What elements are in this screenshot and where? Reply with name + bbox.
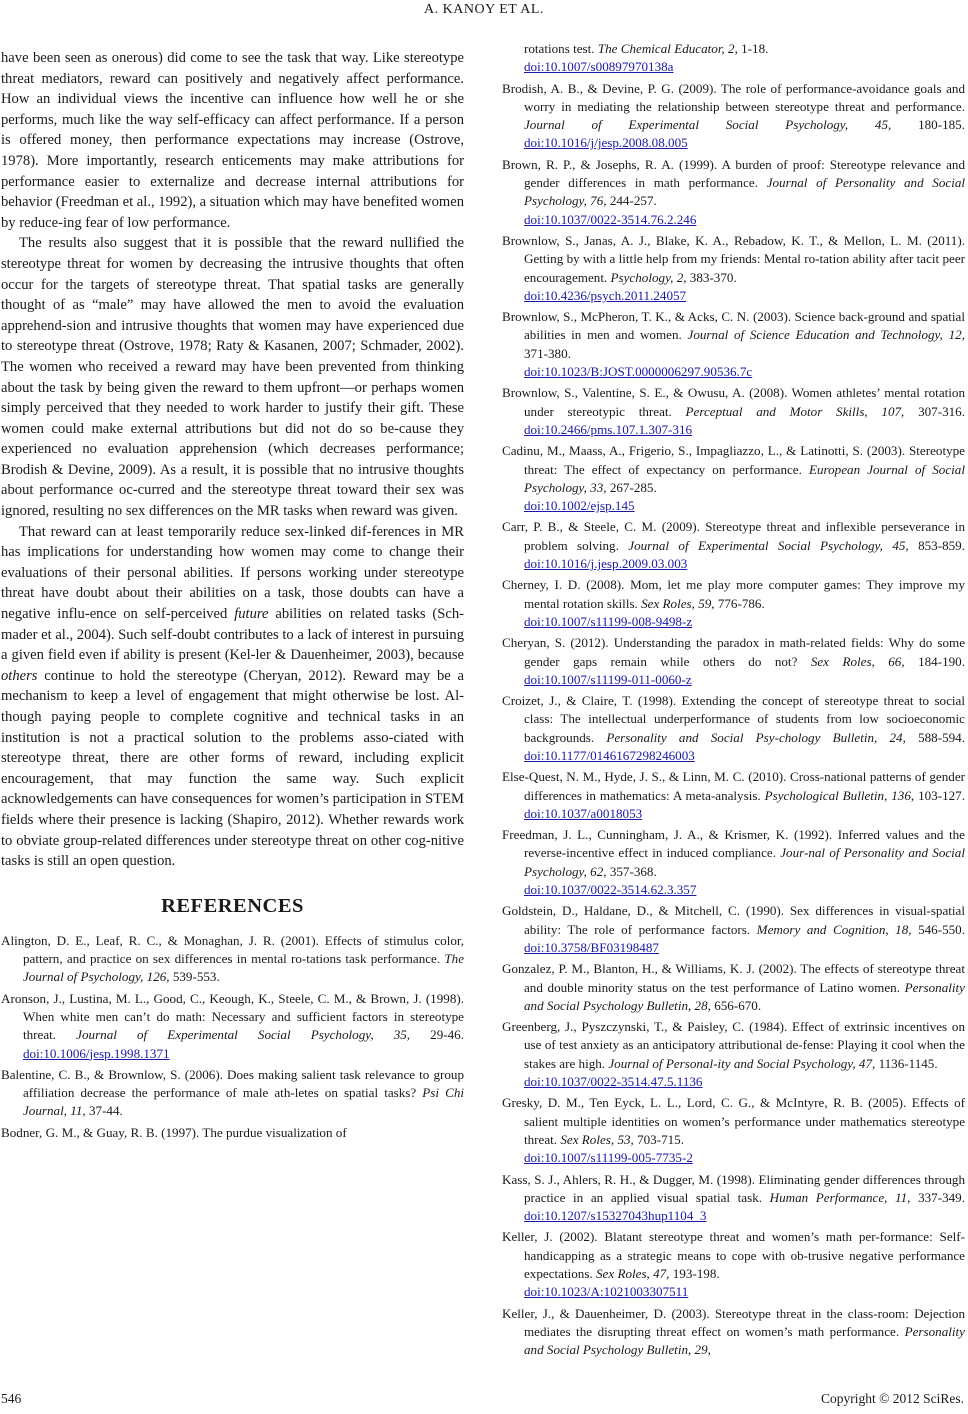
- reference-journal: Personality and Social Psy-chology Bulletin, 24,: [606, 729, 906, 745]
- reference-entry: [502, 384, 965, 439]
- reference-journal: Psychology, 2,: [610, 269, 687, 285]
- reference-text: Brownlow, S., Janas, A. J., Blake, K. A., Rebadow, K. T., & Mellon, L. M. (2011). Getting by with a little help from my friends: Mental ro-tation ability after tacit peer encouragement.: [502, 232, 965, 285]
- reference-pages: 656-670.: [710, 997, 762, 1013]
- doi-wrapper: [524, 806, 642, 821]
- reference-journal: Journal of Science Education and Technology, 12,: [687, 327, 965, 343]
- doi-link[interactable]: doi:10.1037/a0018053: [524, 805, 643, 821]
- reference-text: Brown, R. P., & Josephs, R. A. (1999). A burden of proof: Stereotype relevance and gender differences in math performance.: [502, 156, 965, 191]
- reference-text: Cadinu, M., Maass, A., Frigerio, S., Impagliazzo, L., & Latinotti, S. (2003). Stereotype threat: The effect of expectancy on performance.: [502, 443, 965, 477]
- reference-pages: 383-370.: [686, 269, 737, 285]
- doi-wrapper: [524, 422, 692, 437]
- reference-text: Gresky, D. M., Ten Eyck, L. L., Lord, C. G., & McIntyre, R. B. (2005). Effects of salient multiple identities on women’s performance under mathematics stereotype threat.: [502, 1095, 965, 1147]
- references-list-left: [1, 932, 464, 1142]
- reference-journal: The Chemical Educator, 2,: [597, 41, 738, 56]
- body-paragraph: The results also suggest that it is possible that the reward nullified the stereotype threat for women by decreasing the intrusive thoughts that often occur for the targets of stereotype threat. That spatial tasks are generally thought of as “male” may have allowed the men to avoid the evaluation apprehend-sion and intrusive thoughts that women may have experienced due to stereotype threat (Ostrove, 1978; Raty & Kasanen, 2007; Schmader, 2002). The women who received a reward may have been prevented from thinking about the task by being given the reward to them upfront—or perhaps women simply perceived that they needed to work harder to justify their gift. These women could make external attributions but did not do so be-cause they experienced no evaluation apprehension (which decreases performance; Brodish & Devine, 2009). As a result, it is possible that no intrusive thoughts about performance oc-curred and the stereotype threat toward their sex was ignored, resulting no sex differences on the MR tasks when reward was given.: [1, 235, 464, 520]
- body-paragraph: [1, 522, 464, 872]
- reference-pages: 267-285.: [606, 479, 657, 495]
- reference-text: Kass, S. J., Ahlers, R. H., & Dugger, M. (1998). Eliminating gender differences through practice in an applied visual spatial task.: [502, 1171, 965, 1205]
- reference-entry: [502, 1171, 965, 1226]
- doi-wrapper: [524, 1208, 706, 1223]
- reference-pages: 588-594.: [905, 729, 965, 745]
- reference-entry: [502, 1018, 965, 1091]
- reference-text: Freedman, J. L., Cunningham, J. A., & Krismer, K. (1992). Inferred values and the reverse-incentive effect in induced compliance.: [502, 827, 965, 861]
- paragraph-text: abilities on related tasks (Sch-mader et al., 2004). Such self-doubt contributes to a lack of interest in pursuing a given field even if ability is present (Kel-ler & Dauenheimer, 2003), because: [1, 606, 464, 664]
- reference-pages: 1136-1145.: [875, 1055, 938, 1071]
- reference-text: Keller, J., & Dauenheimer, D. (2003). Stereotype threat in the class-room: Dejection mediates the disrupting threat effect on women’s math performance.: [502, 1305, 965, 1339]
- reference-pages: 337-349.: [910, 1189, 965, 1205]
- doi-wrapper: [524, 58, 965, 76]
- reference-text: Goldstein, D., Haldane, D., & Mitchell, C. (1990). Sex differences in visual-spatial ability: The role of performance factors.: [502, 903, 965, 937]
- doi-link[interactable]: doi:10.1007/s00897970138a: [524, 59, 674, 75]
- reference-entry: [502, 442, 965, 515]
- reference-entry: [502, 960, 965, 1015]
- reference-entry: [502, 692, 965, 765]
- reference-journal: Journal of Experimental Social Psychology, 45,: [524, 117, 892, 133]
- reference-journal: Jour-nal of Personality and Social Psychology, 62,: [524, 845, 965, 879]
- reference-pages: 371-380.: [524, 345, 571, 361]
- reference-pages: 103-127.: [914, 787, 965, 803]
- reference-text: rotations test.: [524, 41, 598, 56]
- reference-journal: European Journal of Social Psychology, 33,: [524, 461, 965, 495]
- reference-entry: [1, 932, 464, 987]
- doi-wrapper: [524, 497, 965, 515]
- left-column: [1, 48, 464, 1145]
- reference-entry: [502, 576, 965, 631]
- reference-entry: [1, 990, 464, 1063]
- reference-journal: Perceptual and Motor Skills, 107,: [685, 403, 905, 419]
- doi-link[interactable]: doi:10.4236/psych.2011.24057: [524, 287, 687, 303]
- doi-link[interactable]: doi:10.3758/BF03198487: [524, 939, 659, 955]
- reference-journal: Journal of Personality and Social Psychology, 76,: [524, 175, 966, 209]
- doi-wrapper: [524, 135, 688, 150]
- reference-text: Bodner, G. M., & Guay, R. B. (1997). The purdue visualization of: [1, 1124, 347, 1140]
- reference-journal: Sex Roles, 66,: [810, 653, 905, 669]
- reference-pages: 776-786.: [714, 595, 765, 611]
- doi-link[interactable]: doi:10.1037/0022-3514.47.5.1136: [524, 1074, 703, 1090]
- reference-pages: 853-859.: [908, 537, 965, 553]
- reference-text: Cherney, I. D. (2008). Mom, let me play more computer games: They improve my mental rotation skills.: [502, 577, 965, 611]
- reference-pages: 1-18.: [737, 41, 769, 56]
- reference-entry: [502, 40, 965, 77]
- reference-text: Brodish, A. B., & Devine, P. G. (2009). The role of performance-avoidance goals and worry in mediating the relationship between stereotype threat and performance.: [502, 80, 965, 114]
- reference-journal: Sex Roles, 53,: [560, 1131, 634, 1147]
- doi-wrapper: [524, 613, 965, 631]
- paragraph-text: That reward can at least temporarily reduce sex-linked dif-ferences in MR has implications for understanding how women may come to change their evaluations of their personal abilities. If persons working under stereotype threat have doubt about their abilities on a task, those doubts can have a negative influ-ence on self-perceived: [1, 523, 464, 623]
- doi-wrapper: [524, 1149, 965, 1167]
- reference-entry: [1, 1124, 464, 1142]
- reference-pages: 29-46.: [410, 1027, 464, 1043]
- doi-wrapper: [524, 556, 687, 571]
- reference-text: Brownlow, S., Valentine, S. E., & Owusu, A. (2008). Women athletes’ mental rotation under stereotypic threat.: [502, 385, 965, 419]
- reference-pages: 180-185.: [891, 117, 965, 133]
- reference-pages: 244-257.: [606, 193, 657, 209]
- doi-wrapper: [524, 881, 965, 899]
- reference-entry: [502, 768, 965, 823]
- reference-journal: The Journal of Psychology, 126,: [23, 951, 464, 985]
- reference-entry: [502, 634, 965, 689]
- reference-pages: 703-715.: [633, 1131, 685, 1147]
- doi-wrapper: [524, 287, 965, 305]
- reference-text: Croizet, J., & Claire, T. (1998). Extending the concept of stereotype threat to social class: The intellectual underperformance of students from low socioeconomic backgrounds.: [502, 693, 965, 745]
- doi-wrapper: [524, 363, 965, 381]
- reference-pages: 37-44.: [85, 1103, 123, 1119]
- reference-journal: Journal of Experimental Social Psychology, 35,: [76, 1027, 411, 1043]
- reference-entry: [502, 80, 965, 153]
- reference-journal: Human Performance, 11,: [769, 1189, 911, 1205]
- doi-wrapper: [524, 672, 692, 687]
- page-number: 546: [1, 1391, 22, 1406]
- references-heading: REFERENCES: [161, 894, 304, 917]
- reference-entry: [502, 1305, 965, 1360]
- doi-wrapper: [524, 940, 659, 955]
- doi-link[interactable]: doi:10.1007/s11199-008-9498-z: [524, 613, 693, 629]
- reference-pages: 546-550.: [911, 921, 965, 937]
- doi-link[interactable]: doi:10.1016/j/jesp.2008.08.005: [524, 135, 688, 151]
- reference-text: Greenberg, J., Pyszczynski, T., & Paisley, C. (1984). Effect of extrinsic incentives on use of test anxiety as an anticipatory attributional de-fense: Playing it cool when the stakes are high.: [502, 1019, 965, 1071]
- doi-link[interactable]: doi:10.1007/s11199-005-7735-2: [524, 1150, 693, 1166]
- doi-link[interactable]: doi:10.1002/ejsp.145: [524, 498, 635, 514]
- reference-pages: 193-198.: [669, 1266, 720, 1281]
- reference-journal: Psi Chi Journal, 11,: [23, 1085, 465, 1119]
- doi-wrapper: [524, 1073, 965, 1091]
- reference-journal: Sex Roles, 47,: [596, 1266, 670, 1281]
- reference-entry: [502, 308, 965, 381]
- reference-pages: 307-316.: [904, 403, 965, 419]
- emphasis-text: future: [234, 606, 269, 623]
- reference-text: Keller, J. (2002). Blatant stereotype threat and women’s math per-formance: Self-handicapping as a strategic means to cope with ob-trusive negative performance expectations.: [502, 1229, 965, 1281]
- reference-entry: [502, 902, 965, 957]
- doi-link[interactable]: doi:10.1037/0022-3514.76.2.246: [524, 211, 697, 227]
- reference-journal: Memory and Cognition, 18,: [756, 921, 912, 937]
- reference-entry: [502, 518, 965, 573]
- reference-text: Gonzalez, P. M., Blanton, H., & Williams, K. J. (2002). The effects of stereotype threat and double minority status on the test performance of Latino women.: [502, 961, 965, 995]
- reference-text: Balentine, C. B., & Brownlow, S. (2006). Does making salient task relevance to group affiliation decrease the performance of male ath-letes on spatial tasks?: [1, 1066, 464, 1101]
- reference-text: Alington, D. E., Leaf, R. C., & Monaghan, J. R. (2001). Effects of stimulus color, pattern, and practice on sex differences in mental ro-tations task performance.: [1, 932, 464, 967]
- reference-journal: Personality and Social Psychology Bulletin, 29,: [524, 1323, 965, 1358]
- reference-text: Else-Quest, N. M., Hyde, J. S., & Linn, M. C. (2010). Cross-national patterns of gender differences in mathematics: A meta-analysis.: [502, 769, 965, 803]
- reference-text: Aronson, J., Lustina, M. L., Good, C., Keough, K., Steele, C. M., & Brown, J. (1998). When white men can’t do math: Necessary and sufficient factors in stereotype threat.: [1, 990, 464, 1043]
- doi-link[interactable]: doi:10.1207/s15327043hup1104_3: [524, 1208, 707, 1224]
- right-column: [502, 40, 965, 1362]
- doi-link[interactable]: doi:10.1007/s11199-011-0060-z: [524, 671, 692, 687]
- doi-wrapper: [524, 748, 695, 763]
- reference-pages: 184-190.: [904, 653, 965, 669]
- doi-link[interactable]: doi:10.1023/A:1021003307511: [524, 1284, 689, 1300]
- running-head: A. KANOY ET AL.: [424, 2, 544, 17]
- reference-journal: Personality and Social Psychology Bulletin, 28,: [524, 979, 965, 1013]
- reference-journal: Psychological Bulletin, 136,: [764, 787, 915, 803]
- doi-link[interactable]: doi:10.1016/j.jesp.2009.03.003: [524, 556, 688, 572]
- emphasis-text: others: [1, 667, 38, 684]
- doi-link[interactable]: doi:10.2466/pms.107.1.307-316: [524, 421, 693, 437]
- doi-link[interactable]: doi:10.1006/jesp.1998.1371: [23, 1045, 170, 1061]
- reference-journal: Journal of Experimental Social Psychology, 45,: [628, 537, 909, 553]
- copyright-notice: Copyright © 2012 SciRes.: [820, 1391, 964, 1406]
- reference-journal: Journal of Personal-ity and Social Psychology, 47,: [608, 1055, 876, 1071]
- reference-pages: 357-368.: [606, 863, 657, 879]
- reference-journal: Sex Roles, 59,: [641, 595, 715, 611]
- doi-wrapper: [524, 211, 965, 229]
- reference-entry: [502, 156, 965, 229]
- references-list-right: [502, 40, 965, 1359]
- reference-entry: [502, 826, 965, 899]
- reference-entry: [502, 1094, 965, 1167]
- doi-link[interactable]: doi:10.1037/0022-3514.62.3.357: [524, 882, 697, 898]
- reference-pages: 539-553.: [169, 969, 220, 985]
- doi-link[interactable]: doi:10.1023/B:JOST.0000006297.90536.7c: [524, 364, 753, 380]
- reference-text: Carr, P. B., & Steele, C. M. (2009). Stereotype threat and inflexible perseverance in problem solving.: [502, 519, 965, 553]
- reference-entry: [502, 232, 965, 305]
- doi-wrapper: [23, 1046, 170, 1061]
- reference-text: Cheryan, S. (2012). Understanding the paradox in math-related fields: Why do some gender gaps remain while others do not?: [502, 635, 965, 669]
- body-paragraph: have been seen as onerous) did come to see the task that way. Like stereotype threat mediators, reward can positively and negatively affect performance. How an individual views the incentive can influence how well he or she performs, much like the way self-efficacy can affect performance. If a person is offered money, then performance expectations may increase (Ostrove, 1978). More importantly, research enticements may make attributions for performance easier to externalize and decrease internal attributions for behavior (Freedman et al., 1992), a situation which may have benefited women by reduce-ing fear of low performance.: [1, 50, 464, 231]
- doi-link[interactable]: doi:10.1177/0146167298246003: [524, 747, 695, 763]
- doi-wrapper: [524, 1283, 965, 1301]
- paragraph-text: continue to hold the stereotype (Cheryan, 2012). Reward may be a mechanism to keep a level of engagement that might otherwise be lost. Al-though paying people to complete cognitive and technical tasks in an institution is not a practical solution to the problems asso-ciated with stereotype threat, there are other forms of reward, including explicit encouragement, that may function the same way. Such explicit acknowledgements can have consequences for women’s participation in STEM fields where their presence is lacking (Shapiro, 2012). Whether rewards work to obviate group-related differences under stereotype threat on other cog-nitive tasks is still an open question.: [1, 667, 464, 870]
- reference-entry: [1, 1066, 464, 1121]
- reference-entry: [502, 1228, 965, 1301]
- reference-text: Brownlow, S., McPheron, T. K., & Acks, C. N. (2003). Science back-ground and spatial abilities in men and women.: [502, 309, 965, 343]
